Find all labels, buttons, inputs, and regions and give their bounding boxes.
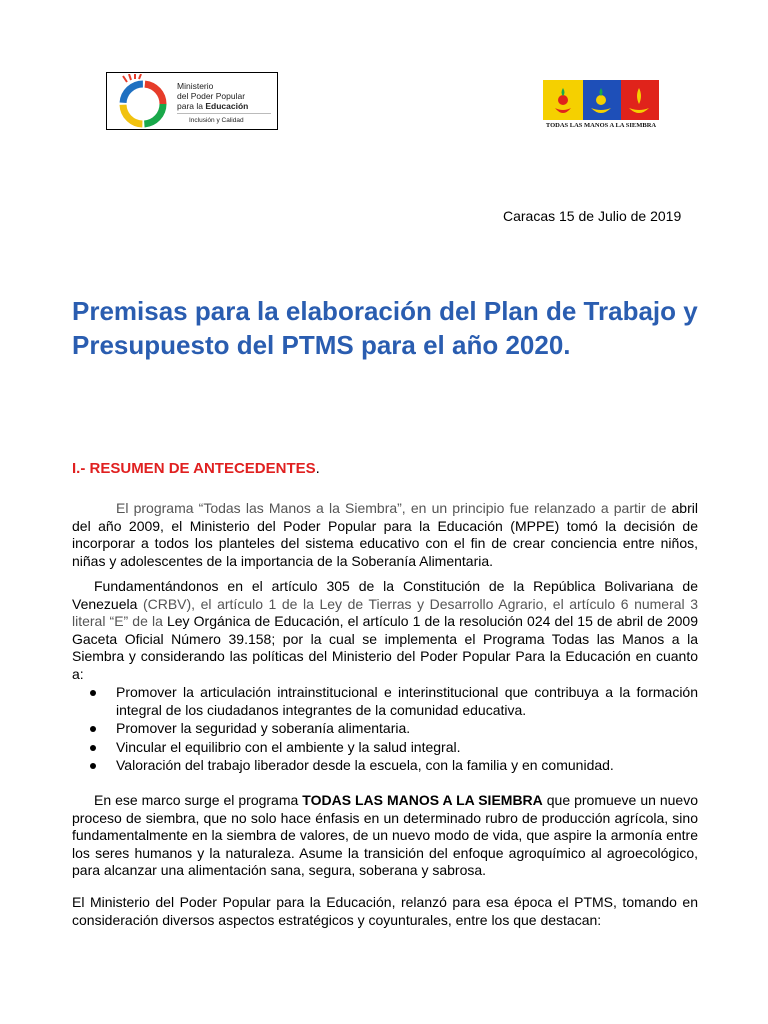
- ptms-caption: TODAS LAS MANOS A LA SIEMBRA: [543, 120, 659, 132]
- mppe-name: Ministerio del Poder Popular para la Educación: [177, 81, 249, 111]
- mppe-tagline: Inclusión y Calidad: [189, 117, 244, 124]
- bullet-icon: [90, 745, 96, 751]
- paragraph-4: El Ministerio del Poder Popular para la Educación, relanzó para esa época el PTMS, tomando en consideración diversos aspectos estratégicos y coyunturales, entre los que destacan:: [72, 894, 698, 928]
- hands-sprout-icon: [543, 80, 659, 120]
- policy-list: [72, 684, 698, 776]
- document-title: Premisas para la elaboración del Plan de Trabajo y Presupuesto del PTMS para el año 2020.: [72, 296, 698, 360]
- list-item: Valoración del trabajo liberador desde la escuela, con la familia y en comunidad.: [72, 757, 698, 775]
- program-name: TODAS LAS MANOS A LA SIEMBRA: [302, 792, 543, 808]
- paragraph-2: Fundamentándonos en el artículo 305 de la Constitución de la República Bolivariana de Venezuela (CRBV), el artículo 1 de la Ley de Tierras y Desarrollo Agrario, el artículo 6 numeral 3 literal “E” de la Ley Orgánica de Educación, el artículo 1 de la resolución 024 del 15 de abril de 2009 Gaceta Oficial Número 39.158; por la cual se implementa el Programa Todas las Manos a la Siembra y considerando las políticas del Ministerio del Poder Popular Para la Educación en cuanto a:: [72, 578, 698, 682]
- section-period: .: [315, 460, 320, 477]
- bullet-icon: [90, 726, 96, 732]
- ptms-logo: [543, 80, 659, 132]
- list-item: Promover la articulación intrainstitucional e interinstitucional que contribuya a la formación integral de los ciudadanos integrantes de la comunidad educativa.: [72, 684, 698, 719]
- mppe-emblem-icon: [111, 74, 171, 130]
- section-title: RESUMEN DE ANTECEDENTES: [89, 460, 316, 477]
- section-number: I.-: [72, 460, 86, 477]
- list-item: Vincular el equilibrio con el ambiente y la salud integral.: [72, 739, 698, 757]
- bullet-icon: [90, 763, 96, 769]
- list-item: Promover la seguridad y soberanía alimentaria.: [72, 720, 698, 738]
- paragraph-3: En ese marco surge el programa TODAS LAS MANOS A LA SIEMBRA que promueve un nuevo proceso de siembra, que no solo hace énfasis en un determinado rubro de producción agrícola, sino fundamentalmente en la siembra de valores, de un nuevo modo de vida, que aspire la armonía entre los seres humanos y la naturaleza. Asume la transición del enfoque agroquímico al agroecológico, para alcanzar una alimentación sana, segura, soberana y sabrosa.: [72, 792, 699, 878]
- logo-divider: [177, 113, 271, 114]
- bullet-icon: [90, 690, 96, 696]
- document-date: Caracas 15 de Julio de 2019: [503, 208, 682, 224]
- paragraph-1: El programa “Todas las Manos a la Siembra”, en un principio fue relanzado a partir de abril del año 2009, el Ministerio del Poder Popular para la Educación (MPPE) tomó la decisión de incorporar a todos los planteles del sistema educativo con el fin de crear conciencia entre niños, niñas y adolescentes de la importancia de la Soberanía Alimentaria.: [72, 500, 698, 569]
- section-heading: [72, 460, 320, 477]
- mppe-logo: [106, 72, 278, 130]
